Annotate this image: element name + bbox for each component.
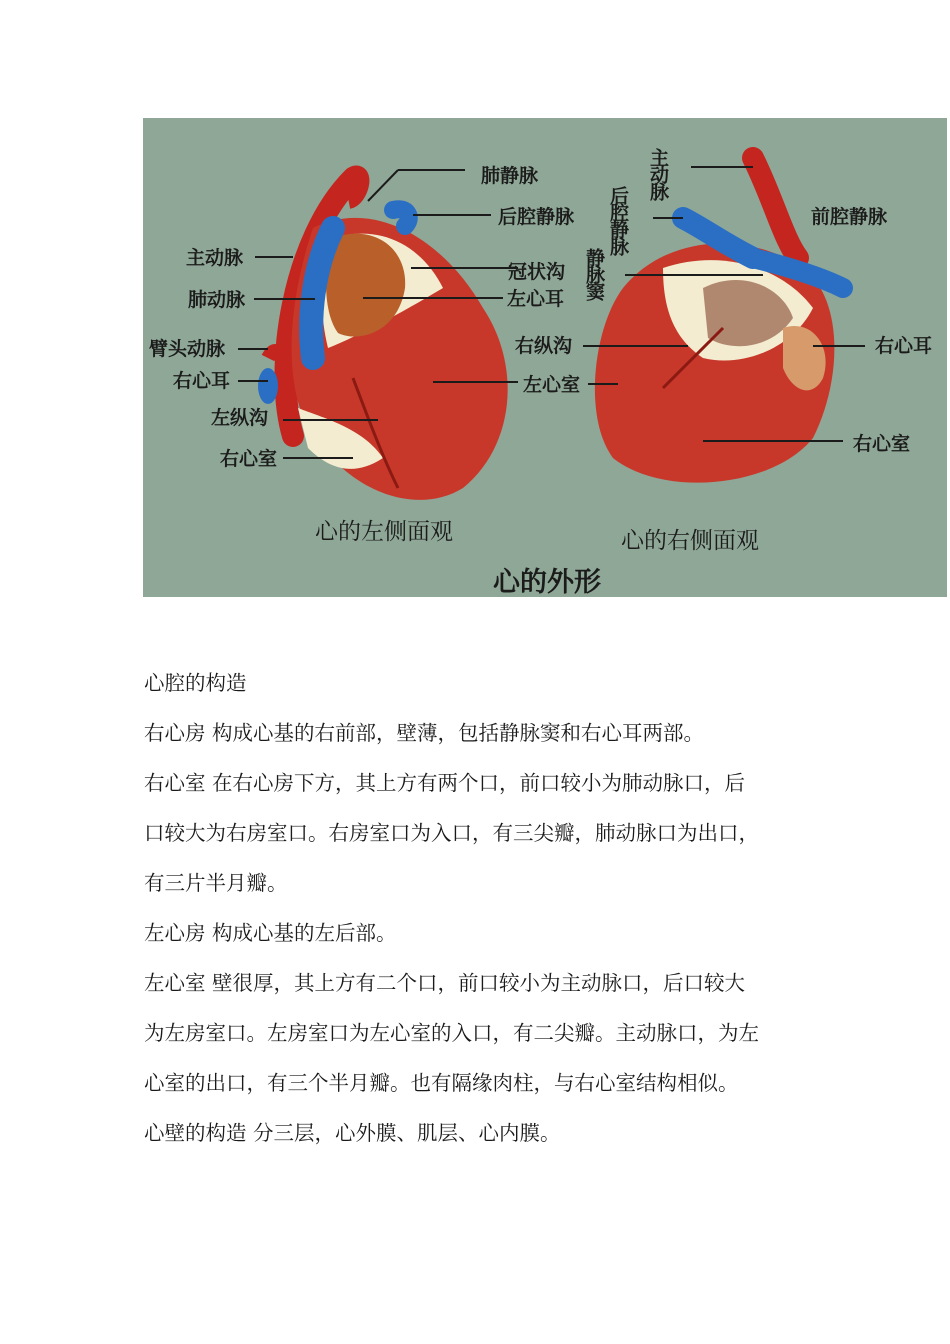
label-brachiocephalic: 臂头动脉: [149, 338, 226, 360]
heart-illustration: [143, 118, 947, 597]
section-heading: 心腔的构造: [144, 671, 247, 695]
caption-left-view: 心的左侧面观: [315, 519, 453, 545]
label-right-auricle-right: 右心耳: [875, 335, 933, 357]
label-aorta-left: 主动脉: [186, 247, 244, 269]
paragraph-left-ventricle-3: 心室的出口，有三个半月瓣。也有隔缘肉柱，与右心室结构相似。: [144, 1071, 739, 1095]
label-ivc-right: 后腔静脉: [607, 186, 629, 254]
label-left-auricle: 左心耳: [507, 288, 565, 310]
label-pulmonary-artery: 肺动脉: [188, 289, 246, 311]
label-right-ventricle-left: 右心室: [220, 448, 278, 470]
heart-figure: [143, 118, 947, 597]
label-coronary-groove: 冠状沟: [508, 261, 566, 283]
paragraph-left-ventricle-1: 左心室 壁很厚，其上方有二个口，前口较小为主动脉口，后口较大: [144, 971, 746, 995]
label-sinus: 静脉窦: [583, 248, 605, 299]
label-ivc-left: 后腔静脉: [498, 206, 575, 228]
left-heart-drawing: [258, 176, 508, 499]
label-svc: 前腔静脉: [811, 206, 888, 228]
paragraph-heart-wall: 心壁的构造 分三层，心外膜、肌层、心内膜。: [144, 1121, 561, 1145]
label-pulmonary-vein: 肺静脉: [481, 165, 539, 187]
right-heart-drawing: [595, 158, 843, 483]
label-aorta-right: 主动脉: [647, 148, 669, 199]
label-right-auricle-left: 右心耳: [173, 370, 231, 392]
paragraph-right-atrium: 右心房 构成心基的右前部，壁薄，包括静脉窦和右心耳两部。: [144, 721, 705, 745]
figure-title: 心的外形: [493, 567, 601, 597]
caption-right-view: 心的右侧面观: [621, 528, 759, 554]
paragraph-right-ventricle-3: 有三片半月瓣。: [144, 871, 288, 895]
label-right-long-groove: 右纵沟: [515, 335, 573, 357]
paragraph-left-ventricle-2: 为左房室口。左房室口为左心室的入口，有二尖瓣。主动脉口，为左: [144, 1021, 759, 1045]
label-right-ventricle-right: 右心室: [853, 433, 911, 455]
paragraph-left-atrium: 左心房 构成心基的左后部。: [144, 921, 397, 945]
paragraph-right-ventricle-2: 口较大为右房室口。右房室口为入口，有三尖瓣，肺动脉口为出口，: [144, 821, 759, 845]
label-left-ventricle-left: 左心室: [523, 374, 581, 396]
paragraph-right-ventricle-1: 右心室 在右心房下方，其上方有两个口，前口较小为肺动脉口，后: [144, 771, 746, 795]
label-left-long-groove: 左纵沟: [211, 407, 269, 429]
